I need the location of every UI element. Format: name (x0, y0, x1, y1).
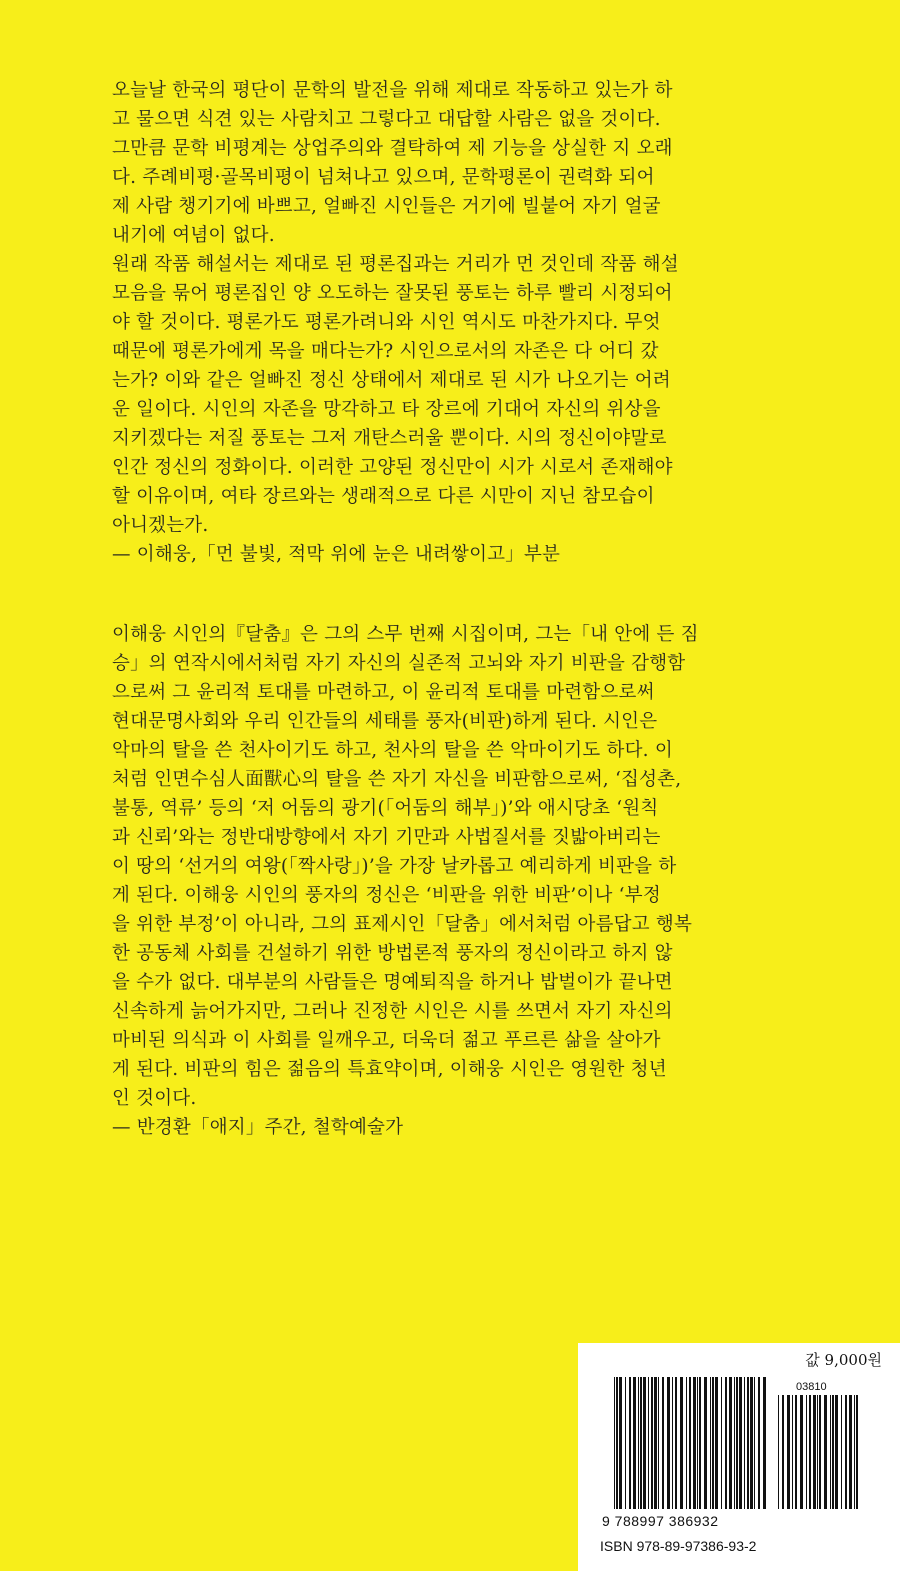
barcode-bar (629, 1377, 631, 1509)
text-line: 는가? 이와 같은 얼빠진 정신 상태에서 제대로 된 시가 나오기는 어려 (112, 370, 671, 391)
text-line: 을 위한 부정’이 아니라, 그의 표제시인「달춤」에서처럼 아름답고 행복 (112, 914, 693, 935)
text-line: 악마의 탈을 쓴 천사이기도 하고, 천사의 탈을 쓴 악마이기도 하다. 이 (112, 740, 673, 761)
text-line: 승」의 연작시에서처럼 자기 자신의 실존적 고뇌와 자기 비판을 감행함 (112, 653, 686, 674)
barcode-bar (800, 1395, 803, 1509)
barcode-bar (782, 1395, 784, 1509)
text-line: 신속하게 늙어가지만, 그러나 진정한 시인은 시를 쓰면서 자기 자신의 (112, 1001, 673, 1022)
text-line: 을 수가 없다. 대부분의 사람들은 명예퇴직을 하거나 밥벌이가 끝나면 (112, 972, 673, 993)
text-line: 처럼 인면수심人面獸心의 탈을 쓴 자기 자신을 비판함으로써, ‘집성촌, (112, 769, 682, 790)
text-line: 때문에 평론가에게 목을 매다는가? 시인으로서의 자존은 다 어디 갔 (112, 341, 659, 362)
barcode-bar (792, 1395, 793, 1509)
barcode-bar (721, 1377, 722, 1509)
barcode-bar (819, 1395, 821, 1509)
text-line: 운 일이다. 시인의 자존을 망각하고 타 장르에 기대어 자신의 위상을 (112, 399, 661, 420)
barcode-bar (658, 1377, 659, 1509)
barcode-bar (725, 1377, 727, 1509)
text-line: 마비된 의식과 이 사회를 일깨우고, 더욱더 젊고 푸르른 삶을 살아가 (112, 1030, 661, 1051)
barcode-bar (832, 1395, 834, 1509)
barcode-bar (704, 1377, 707, 1509)
text-line: 할 이유이며, 여타 장르와는 생래적으로 다른 시만이 지닌 참모습이 (112, 486, 655, 507)
text-line: 과 신뢰’와는 정반대방향에서 자기 기만과 사법질서를 짓밟아버리는 (112, 827, 661, 848)
barcode-bar (729, 1377, 732, 1509)
barcode-bar (835, 1395, 838, 1509)
barcode-bar (667, 1377, 670, 1509)
text-line: 고 물으면 식견 있는 사람치고 그렇다고 대답할 사람은 없을 것이다. (112, 109, 661, 130)
text-line: 다. 주례비평·골목비평이 넘쳐나고 있으며, 문학평론이 권력화 되어 (112, 167, 655, 188)
barcode-bar (693, 1377, 696, 1509)
barcode-bar (625, 1377, 626, 1509)
blurb-section-2 (112, 620, 792, 1142)
barcode-bar (662, 1377, 664, 1509)
barcode-bar (763, 1377, 766, 1509)
text-line: 야 할 것이다. 평론가도 평론가려니와 시인 역시도 마찬가지다. 무엇 (112, 312, 661, 333)
text-line: 현대문명사회와 우리 인간들의 세태를 풍자(비판)하게 된다. 시인은 (112, 711, 658, 732)
barcode-bar (806, 1395, 807, 1509)
barcode-bar (638, 1377, 639, 1509)
barcode-bar (633, 1377, 636, 1509)
barcode-bar (699, 1377, 701, 1509)
barcode-bar (739, 1377, 742, 1509)
text-line: 오늘날 한국의 평단이 문학의 발전을 위해 제대로 작동하고 있는가 하 (112, 80, 673, 101)
barcode-bar (849, 1395, 852, 1509)
barcode-bar (747, 1377, 749, 1509)
barcode-bar (715, 1377, 718, 1509)
text-line: 게 된다. 비판의 힘은 젊음의 특효약이며, 이해웅 시인은 영원한 청년 (112, 1059, 667, 1080)
barcode-bar (675, 1377, 677, 1509)
barcode-bar (619, 1377, 622, 1509)
attribution-2: — 반경환「애지」주간, 철학예술가 (112, 1117, 404, 1138)
barcode-bar (736, 1377, 738, 1509)
barcode-bars (600, 1377, 880, 1532)
text-line: 불통, 역류’ 등의 ‘저 어둠의 광기(「어둠의 해부」)’와 애시당초 ‘원칙 (112, 798, 659, 819)
barcode-bar (744, 1377, 745, 1509)
barcode-bar (712, 1377, 714, 1509)
barcode-bar (654, 1377, 657, 1509)
text-line: 지키겠다는 저질 풍토는 그저 개탄스러울 뿐이다. 시의 정신이야말로 (112, 428, 667, 449)
barcode-bar (809, 1395, 811, 1509)
text-line: 이해웅 시인의『달춤』은 그의 스무 번째 시집이며, 그는「내 안에 든 짐 (112, 624, 699, 645)
barcode-bar (750, 1377, 753, 1509)
barcode-bar (813, 1395, 816, 1509)
barcode-bar (856, 1395, 858, 1509)
price-label: 값 9,000원 (805, 1351, 882, 1369)
barcode-bar (734, 1377, 735, 1509)
addon-code: 03810 (796, 1381, 827, 1393)
barcode-bar (830, 1395, 831, 1509)
text-line: 내기에 여념이 없다. (112, 225, 275, 246)
text-line: 제 사람 챙기기에 바쁘고, 얼빠진 시인들은 거기에 빌붙어 자기 얼굴 (112, 196, 661, 217)
barcode-bar (845, 1395, 847, 1509)
barcode-bar (778, 1395, 779, 1509)
attribution-1: — 이해웅,「먼 불빛, 적막 위에 눈은 내려쌓이고」부분 (112, 544, 561, 565)
barcode-bar (787, 1395, 790, 1509)
text-line: 그만큼 문학 비평계는 상업주의와 결탁하여 제 기능을 상실한 지 오래 (112, 138, 673, 159)
text-line: 인간 정신의 정화이다. 이러한 고양된 정신만이 시가 시로서 존재해야 (112, 457, 673, 478)
barcode-bar (710, 1377, 711, 1509)
barcode-bar (795, 1395, 797, 1509)
barcode-bar (686, 1377, 687, 1509)
text-line: 인 것이다. (112, 1088, 197, 1109)
barcode-bar (616, 1377, 618, 1509)
isbn-barcode (600, 1377, 880, 1532)
barcode-bar (697, 1377, 698, 1509)
text-line: 모음을 묶어 평론집인 양 오도하는 잘못된 풍토는 하루 빨리 시정되어 (112, 283, 673, 304)
barcode-bar (841, 1395, 842, 1509)
barcode-bar (824, 1395, 827, 1509)
barcode-bar (758, 1377, 760, 1509)
barcode-bar (817, 1395, 818, 1509)
blurb-section-1 (112, 76, 792, 569)
barcode-bar (854, 1395, 855, 1509)
barcode-bar (754, 1377, 755, 1509)
text-line: 게 된다. 이해웅 시인의 풍자의 정신은 ‘비판을 위한 비판’이나 ‘부정 (112, 885, 661, 906)
barcode-bar (680, 1377, 683, 1509)
text-line: 으로써 그 윤리적 토대를 마련하고, 이 윤리적 토대를 마련함으로써 (112, 682, 655, 703)
text-line: 한 공동체 사회를 건설하기 위한 방법론적 풍자의 정신이라고 하지 않 (112, 943, 673, 964)
text-line: 아니겠는가. (112, 515, 209, 536)
barcode-bar (672, 1377, 673, 1509)
text-line: 이 땅의 ‘선거의 여왕(「짝사랑」)’을 가장 날카롭고 예리하게 비판을 하 (112, 856, 677, 877)
text-line: 원래 작품 해설서는 제대로 된 평론집과는 거리가 먼 것인데 작품 해설 (112, 254, 679, 275)
barcode-bar (614, 1377, 615, 1509)
isbn-number: ISBN 978-89-97386-93-2 (600, 1538, 757, 1554)
barcode-digits: 9 788997 386932 (602, 1513, 719, 1529)
barcode-bar (640, 1377, 642, 1509)
barcode-panel (578, 1343, 900, 1571)
barcode-bar (648, 1377, 649, 1509)
barcode-bar (651, 1377, 653, 1509)
barcode-bar (689, 1377, 691, 1509)
barcode-bar (643, 1377, 646, 1509)
